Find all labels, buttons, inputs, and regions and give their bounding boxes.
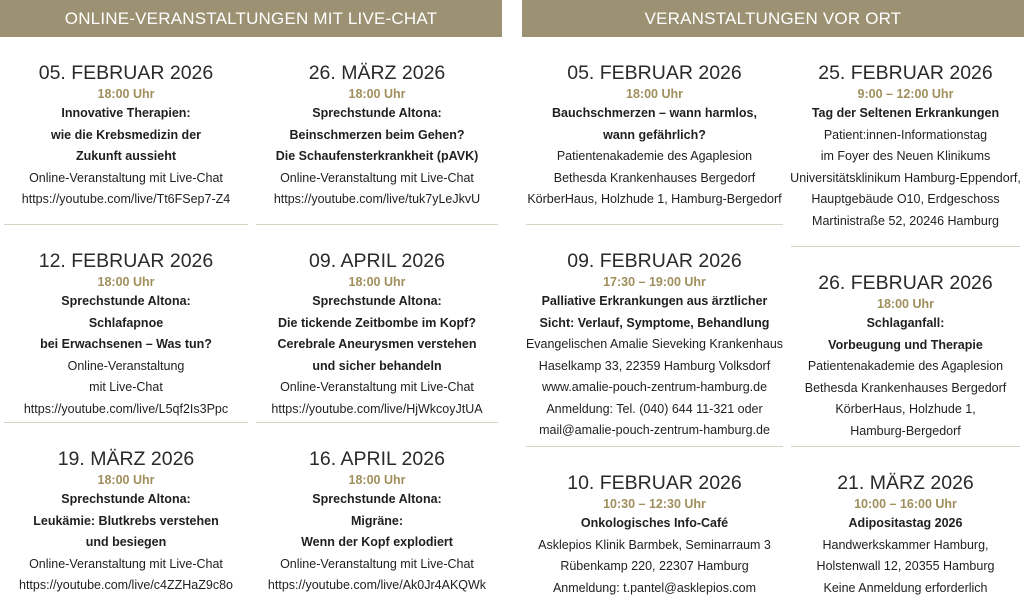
event-item	[0, 37, 252, 225]
event-item	[252, 423, 502, 601]
event-title-line: Innovative Therapien:	[61, 106, 191, 120]
event-date: 09. FEBRUAR 2026	[567, 250, 742, 272]
event-item	[787, 247, 1024, 447]
event-link[interactable]: https://youtube.com/live/L5qf2Is3Ppc	[23, 401, 229, 416]
event-item	[0, 225, 252, 423]
event-item	[787, 447, 1024, 607]
event-time: 18:00 Uhr	[877, 297, 934, 311]
event-title-line: Migräne:	[350, 513, 404, 528]
event-info-line: Bethesda Krankenhauses Bergedorf	[553, 170, 756, 185]
event-title-line: und sicher behandeln	[312, 358, 442, 373]
header-online-events: ONLINE-VERANSTALTUNGEN MIT LIVE-CHAT	[0, 0, 502, 37]
event-info-line: Haselkamp 33, 22359 Hamburg Volksdorf	[538, 358, 771, 373]
event-date: 21. MÄRZ 2026	[837, 472, 974, 494]
event-title-line: wie die Krebsmedizin der	[50, 127, 202, 142]
event-info-line: KörberHaus, Holzhude 1,	[835, 402, 976, 416]
event-time: 18:00 Uhr	[97, 275, 155, 289]
event-title-line: Bauchschmerzen – wann harmlos,	[552, 106, 757, 120]
event-info-line: mit Live-Chat	[89, 380, 163, 394]
event-link[interactable]: https://youtube.com/live/HjWkcoyJtUA	[271, 401, 483, 416]
event-title-line: bei Erwachsenen – Was tun?	[40, 337, 212, 351]
event-item	[522, 37, 787, 225]
event-item	[252, 225, 502, 423]
header-onsite-events: VERANSTALTUNGEN VOR ORT	[522, 0, 1024, 37]
event-info-line: Holstenwall 12, 20355 Hamburg	[816, 559, 995, 573]
event-title-line: Wenn der Kopf explodiert	[301, 535, 453, 549]
event-time: 10:30 – 12:30 Uhr	[603, 497, 706, 511]
event-info-line: Hauptgebäude O10, Erdgeschoss	[811, 192, 1000, 206]
event-info-line: Online-Veranstaltung	[67, 358, 185, 373]
event-time: 18:00 Uhr	[97, 473, 155, 487]
event-link[interactable]: https://youtube.com/live/Ak0Jr4AKQWk	[267, 578, 487, 592]
event-date: 10. FEBRUAR 2026	[567, 472, 742, 494]
event-item	[787, 37, 1024, 247]
event-date: 12. FEBRUAR 2026	[38, 250, 214, 272]
event-time: 9:00 – 12:00 Uhr	[857, 87, 954, 101]
event-info-line: Online-Veranstaltung mit Live-Chat	[280, 170, 474, 185]
event-title-line: Schlafapnoe	[88, 315, 164, 330]
event-title-line: Tag der Seltenen Erkrankungen	[811, 106, 1000, 120]
event-info-line: Hamburg-Bergedorf	[850, 423, 961, 438]
event-item	[0, 423, 252, 601]
event-title-line: Leukämie: Blutkrebs verstehen	[33, 513, 219, 528]
event-link[interactable]: https://youtube.com/live/Tt6FSep7-Z4	[21, 192, 231, 206]
event-title-line: Palliative Erkrankungen aus ärztlicher	[541, 294, 768, 308]
event-info-line: Online-Veranstaltung mit Live-Chat	[29, 556, 223, 571]
event-link[interactable]: https://youtube.com/live/tuk7yLeJkvU	[273, 192, 481, 206]
event-date: 19. MÄRZ 2026	[57, 448, 195, 470]
event-info-line: Online-Veranstaltung mit Live-Chat	[280, 380, 474, 394]
event-title-line: Die tickende Zeitbombe im Kopf?	[278, 315, 476, 330]
event-title-line: Sicht: Verlauf, Symptome, Behandlung	[539, 315, 770, 330]
event-info-line: KörberHaus, Holzhude 1, Hamburg-Bergedorf	[527, 192, 782, 206]
event-info-line: Handwerkskammer Hamburg,	[822, 537, 989, 552]
event-info-line: Rübenkamp 220, 22307 Hamburg	[560, 559, 749, 573]
event-link[interactable]: Anmeldung: t.pantel@asklepios.com	[552, 580, 757, 595]
event-time: 18:00 Uhr	[348, 275, 406, 289]
event-time: 18:00 Uhr	[348, 473, 406, 487]
event-time: 10:00 – 16:00 Uhr	[854, 497, 957, 511]
event-item	[252, 37, 502, 225]
event-date: 25. FEBRUAR 2026	[818, 62, 993, 84]
event-title-line: Adipositastag 2026	[848, 516, 963, 530]
event-link[interactable]: mail@amalie-pouch-zentrum-hamburg.de	[539, 423, 770, 437]
event-time: 18:00 Uhr	[97, 87, 155, 101]
event-date: 16. APRIL 2026	[309, 448, 445, 470]
event-title-line: Onkologisches Info-Café	[580, 516, 729, 530]
event-title-line: Sprechstunde Altona:	[312, 294, 442, 308]
event-title-line: Sprechstunde Altona:	[312, 492, 442, 506]
event-time: 17:30 – 19:00 Uhr	[603, 275, 706, 289]
event-link[interactable]: www.amalie-pouch-zentrum-hamburg.de	[541, 380, 768, 394]
event-link[interactable]: https://youtube.com/live/c4ZZHaZ9c8o	[19, 578, 233, 592]
event-title-line: Schlaganfall:	[866, 316, 945, 330]
event-item	[522, 225, 787, 447]
event-title-line: Cerebrale Aneurysmen verstehen	[277, 337, 477, 351]
event-info-line: Online-Veranstaltung mit Live-Chat	[280, 556, 474, 571]
event-info-line: Bethesda Krankenhauses Bergedorf	[804, 380, 1007, 395]
event-date: 05. FEBRUAR 2026	[38, 62, 214, 84]
event-item	[522, 447, 787, 607]
event-info-line: im Foyer des Neuen Klinikums	[820, 149, 991, 163]
event-info-line: Patientenakademie des Agaplesion	[556, 149, 753, 163]
event-info-line: Anmeldung: Tel. (040) 644 11-321 oder	[546, 401, 763, 416]
event-date: 26. MÄRZ 2026	[308, 62, 446, 84]
event-info-line: Patientenakademie des Agaplesion	[807, 359, 1004, 373]
event-info-line: Patient:innen-Informationstag	[823, 127, 988, 142]
event-date: 05. FEBRUAR 2026	[567, 62, 742, 84]
event-time: 18:00 Uhr	[626, 87, 683, 101]
event-title-line: und besiegen	[85, 535, 167, 549]
event-title-line: Zukunft aussieht	[75, 149, 176, 163]
event-title-line: Vorbeugung und Therapie	[828, 337, 983, 352]
event-date: 09. APRIL 2026	[309, 250, 445, 272]
event-info-line: Asklepios Klinik Barmbek, Seminarraum 3	[538, 537, 771, 552]
event-info-line: Online-Veranstaltung mit Live-Chat	[29, 170, 223, 185]
event-info-line: Evangelischen Amalie Sieveking Krankenhaus	[525, 337, 784, 351]
event-title-line: Sprechstunde Altona:	[61, 492, 191, 506]
event-time: 18:00 Uhr	[348, 87, 406, 101]
event-title-line: Die Schaufensterkrankheit (pAVK)	[275, 149, 479, 163]
event-info-line: Keine Anmeldung erforderlich	[823, 580, 988, 595]
event-title-line: Beinschmerzen beim Gehen?	[289, 127, 465, 142]
event-title-line: Sprechstunde Altona:	[312, 106, 442, 120]
event-info-line: Martinistraße 52, 20246 Hamburg	[812, 213, 999, 228]
event-info-line: Universitätsklinikum Hamburg-Eppendorf,	[790, 170, 1021, 185]
event-title-line: Sprechstunde Altona:	[61, 294, 191, 308]
event-date: 26. FEBRUAR 2026	[818, 272, 993, 294]
event-title-line: wann gefährlich?	[603, 127, 706, 142]
